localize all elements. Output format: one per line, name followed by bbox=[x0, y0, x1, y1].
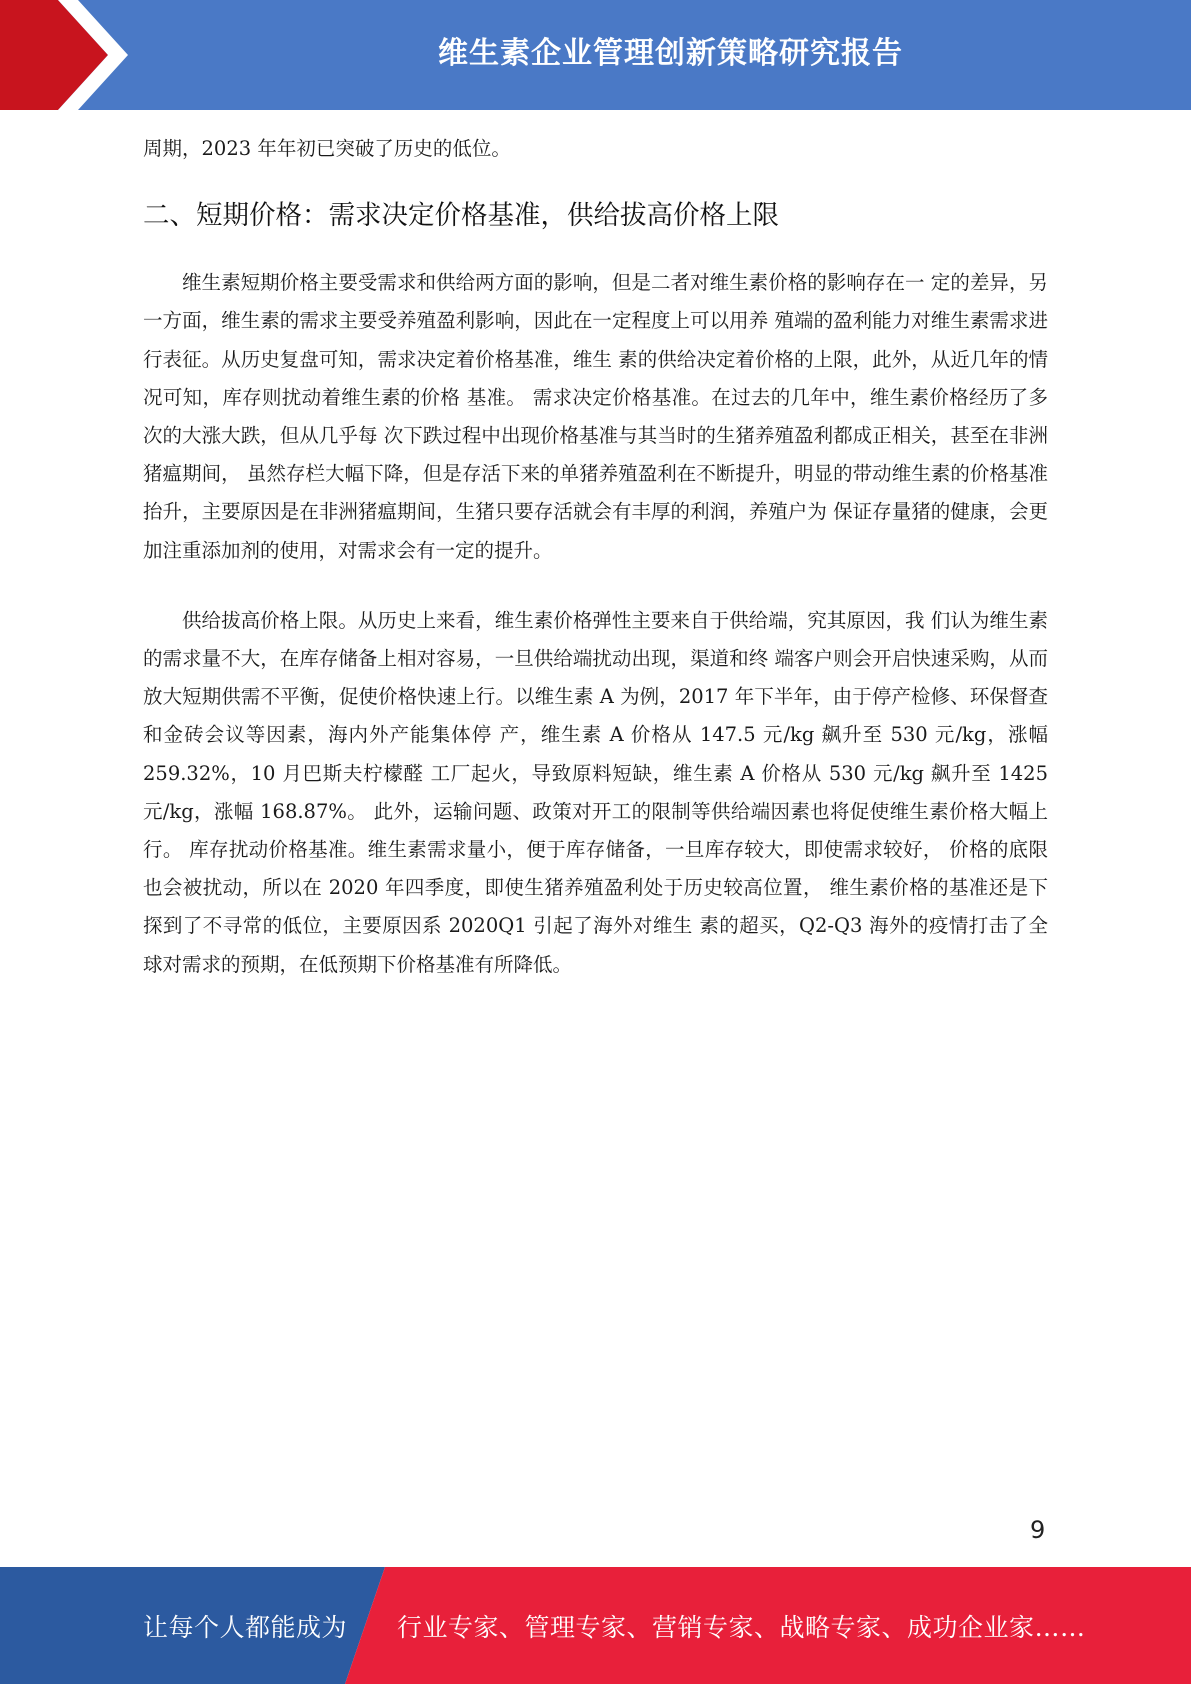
footer-slogan-right: 行业专家、管理专家、营销专家、战略专家、成功企业家…… bbox=[397, 1612, 1086, 1642]
header-arrow-decoration bbox=[0, 0, 160, 110]
intro-line: 周期，2023 年年初已突破了历史的低位。 bbox=[143, 137, 511, 160]
document-title: 维生素企业管理创新策略研究报告 bbox=[438, 36, 903, 71]
paragraph-supply: 供给拔高价格上限。从历史上来看，维生素价格弹性主要来自于供给端，究其原因，我 们认为维生素的需求量不大，在库存储备上相对容易，一旦供给端扰动出现，渠道和终 端客户则会开启快速采购，从而放大短期供需不平衡，促使价格快速上行。以维生素 A 为例，2017 年下半年，由于停产检修、环保督查和金砖会议等因素，海内外产能集体停 产，维生素 A 价格从 147.5 元/kg 飙升至 530 元/kg，涨幅 259.32%，10 月巴斯夫柠檬醛 工厂起火，导致原料短缺，维生素 A 价格从 530 元/kg 飙升至 1425 元/kg，涨幅 168.87%。 此外，运输问题、政策对开工的限制等供给端因素也将促使维生素价格大幅上行。 库存扰动价格基准。维生素需求量小，便于库存储备，一旦库存较大，即使需求较好， 价格的底限也会被扰动，所以在 2020 年四季度，即使生猪养殖盈利处于历史较高位置， 维生素价格的基准还是下探到了不寻常的低位，主要原因系 2020Q1 引起了海外对维生 素的超买，Q2-Q3 海外的疫情打击了全球对需求的预期，在低预期下价格基准有所降低。 bbox=[143, 608, 1048, 976]
page-number: 9 bbox=[1030, 1516, 1046, 1544]
document-body bbox=[143, 130, 1048, 984]
page-footer bbox=[0, 1567, 1191, 1684]
footer-slogan-left: 让每个人都能成为 bbox=[143, 1612, 348, 1642]
page-header bbox=[0, 0, 1191, 110]
section-heading: 二、短期价格：需求决定价格基准，供给拔高价格上限 bbox=[143, 200, 779, 232]
paragraph-demand: 维生素短期价格主要受需求和供给两方面的影响，但是二者对维生素价格的影响存在一 定的差异，另一方面，维生素的需求主要受养殖盈利影响，因此在一定程度上可以用养 殖端的盈利能力对维生素需求进行表征。从历史复盘可知，需求决定着价格基准，维生 素的供给决定着价格的上限，此外，从近几年的情况可知，库存则扰动着维生素的价格 基准。 需求决定价格基准。在过去的几年中，维生素价格经历了多次的大涨大跌，但从几乎每 次下跌过程中出现价格基准与其当时的生猪养殖盈利都成正相关，甚至在非洲猪瘟期间， 虽然存栏大幅下降，但是存活下来的单猪养殖盈利在不断提升，明显的带动维生素的价格基准抬升，主要原因是在非洲猪瘟期间，生猪只要存活就会有丰厚的利润，养殖户为 保证存量猪的健康，会更加注重添加剂的使用，对需求会有一定的提升。 bbox=[143, 271, 1048, 562]
